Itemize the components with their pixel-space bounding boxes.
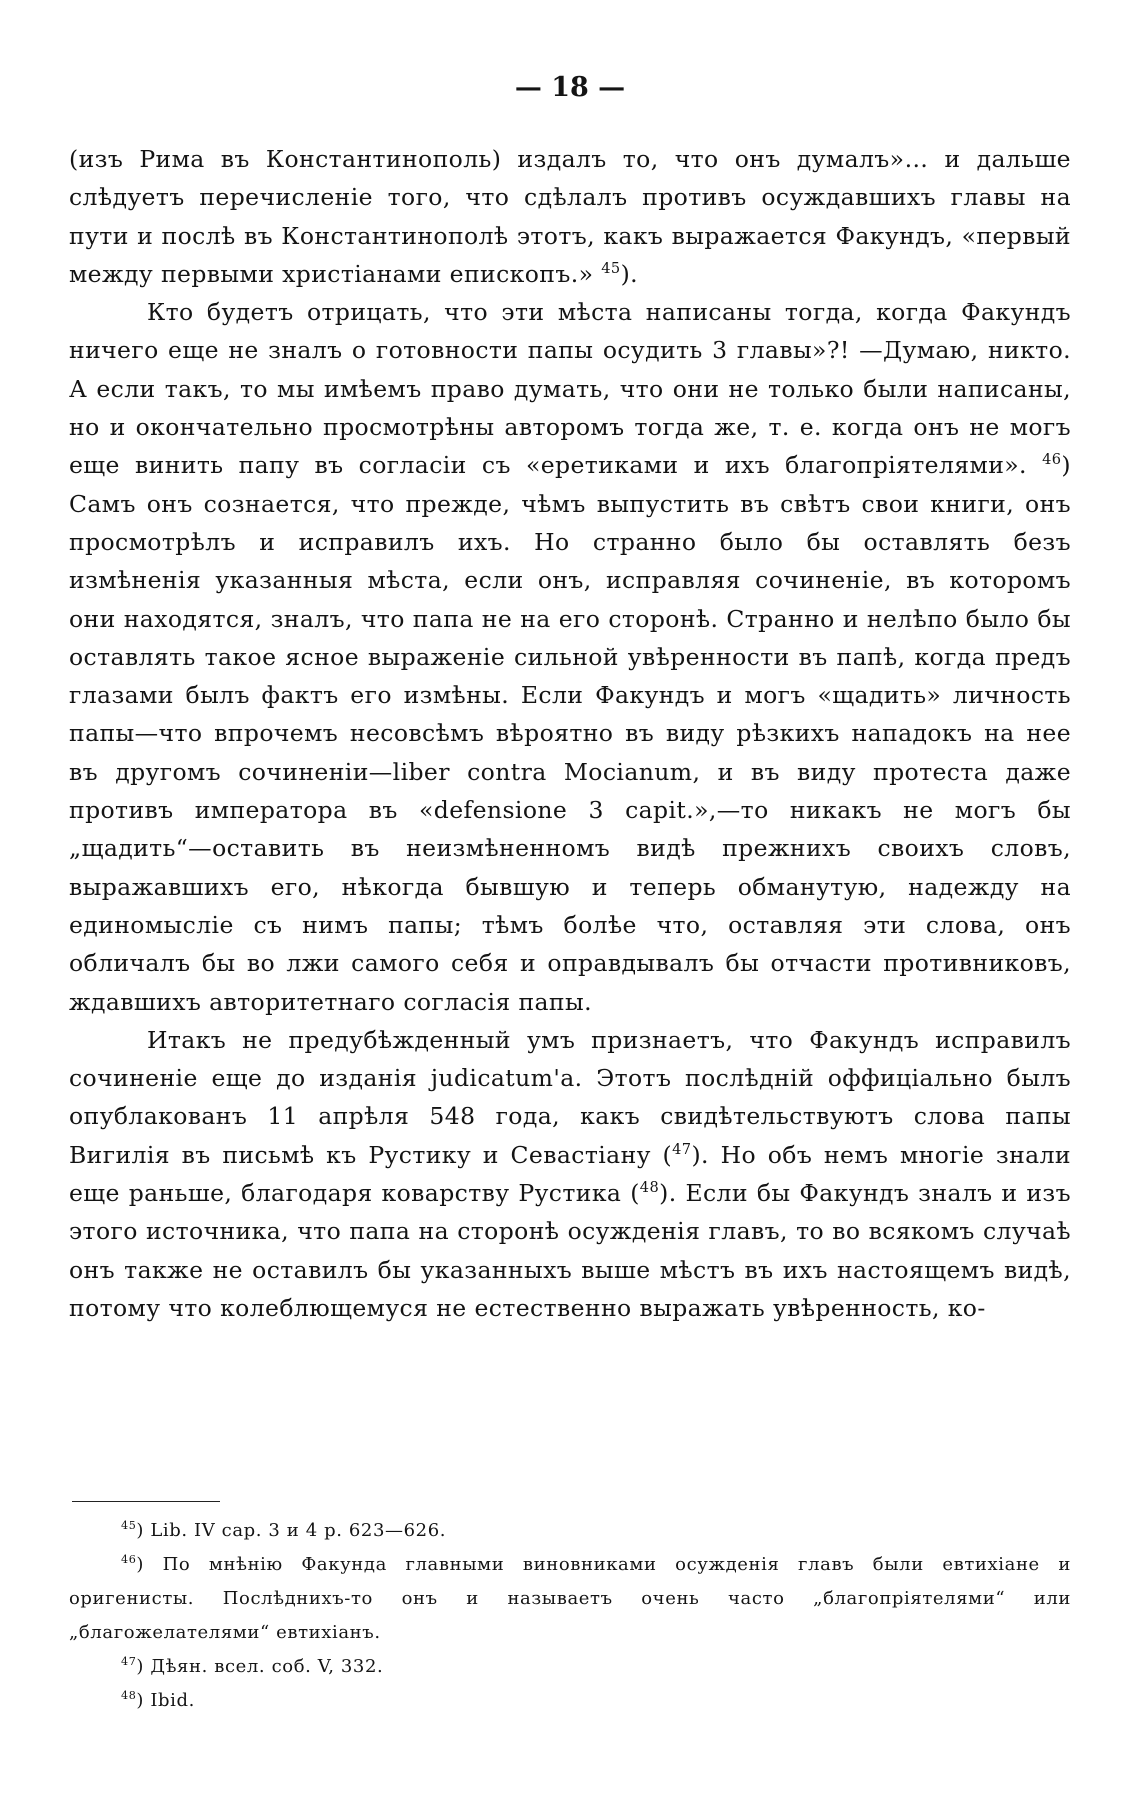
- footnote: [69, 1650, 1071, 1684]
- text-run: ).: [620, 259, 639, 288]
- footnote: [69, 1684, 1071, 1718]
- body-text: [69, 140, 1071, 1327]
- paragraph: [69, 140, 1071, 293]
- footnote-ref: 48: [639, 1179, 660, 1197]
- footnote-number: 48: [121, 1689, 137, 1702]
- paragraph: [69, 1021, 1071, 1327]
- footnote-text: ) Lib. IV cap. 3 и 4 p. 623—626.: [136, 1520, 447, 1541]
- footnote-divider: [72, 1501, 220, 1502]
- paragraph: [69, 293, 1071, 1021]
- footnote-ref: 47: [672, 1140, 692, 1158]
- footnote-number: 46: [121, 1553, 137, 1566]
- text-run: Кто будетъ отрицать, что эти мѣста написаны тогда, когда Факундъ ничего еще не зналъ о готовности папы осудить 3 главы»?! —Думаю, никто. А если такъ, то мы имѣемъ право думать, что они не только были написаны, но и окончательно просмотрѣны авторомъ тогда же, т. е. когда онъ не могъ еще винить папу въ согласіи съ «еретиками и ихъ благопріятелями».: [69, 298, 1071, 480]
- footnote-text: ) По мнѣнію Факунда главными виновниками осужденія главъ были евтихіане и оригенисты. Послѣднихъ-то онъ и называетъ очень часто „благопріятелями“ или „благожелателями“ евтихіанъ.: [69, 1554, 1071, 1643]
- page-number: — 18 —: [514, 72, 626, 103]
- text-run: Итакъ не предубѣжденный умъ признаетъ, что Факундъ исправилъ сочиненіе еще до изданія judicatum'а. Этотъ послѣдній оффиціально былъ опублакованъ 11 апрѣля 548 года, какъ свидѣтельствуютъ слова папы Вигилія въ письмѣ къ Рустику и Севастіану (: [69, 1025, 1071, 1169]
- footnote-ref: 46: [1042, 451, 1062, 469]
- text-run: (изъ Рима въ Константинополь) издалъ то, что онъ думалъ»… и дальше слѣдуетъ перечисленіе того, что сдѣлалъ противъ осуждавшихъ главы на пути и послѣ въ Константинополѣ этотъ, какъ выражается Факундъ, «первый между первыми христіанами епископъ.»: [69, 145, 1071, 288]
- footnote-text: ) Ibid.: [136, 1690, 195, 1711]
- text-run: ). Если бы Факундъ зналъ и изъ этого источника, что папа на сторонѣ осужденія главъ, то во всякомъ случаѣ онъ также не оставилъ бы указанныхъ выше мѣстъ въ ихъ настоящемъ видѣ, потому что колеблющемуся не естественно выражать увѣренность, ко-: [69, 1179, 1071, 1322]
- footnote: [69, 1514, 1071, 1548]
- text-run: ) Самъ онъ сознается, что прежде, чѣмъ выпустить въ свѣтъ свои книги, онъ просмотрѣлъ и исправилъ ихъ. Но странно было бы оставлять безъ измѣненія указанныя мѣста, если онъ, исправляя сочиненіе, въ которомъ они находятся, зналъ, что папа не на его сторонѣ. Странно и нелѣпо было бы оставлять такое ясное выраженіе сильной увѣренности въ папѣ, когда предъ глазами былъ фактъ его измѣны. Если Факундъ и могъ «щадить» личность папы—что впрочемъ несовсѣмъ вѣроятно въ виду рѣзкихъ нападокъ на нее въ другомъ сочиненіи—liber contra Mocianum, и въ виду протеста даже противъ императора въ «defensione 3 capit.»,—то никакъ не могъ бы „щадить“—оставить въ неизмѣненномъ видѣ прежнихъ своихъ словъ, выражавшихъ его, нѣкогда бывшую и теперь обманутую, надежду на единомысліе съ нимъ папы; тѣмъ болѣе что, оставляя эти слова, онъ обличалъ бы во лжи самого себя и оправдывалъ бы отчасти противниковъ, ждавшихъ авторитетнаго согласія папы.: [69, 451, 1071, 1016]
- footnote-number: 47: [121, 1655, 137, 1668]
- footnote: [69, 1548, 1071, 1650]
- text-run: ). Но объ немъ многіе знали еще раньше, благодаря коварству Рустика (: [69, 1140, 1071, 1208]
- footnotes: [69, 1514, 1071, 1718]
- footnote-text: ) Дѣян. всел. соб. V, 332.: [136, 1656, 384, 1677]
- footnote-ref: 45: [601, 260, 621, 278]
- footnote-number: 45: [121, 1519, 137, 1532]
